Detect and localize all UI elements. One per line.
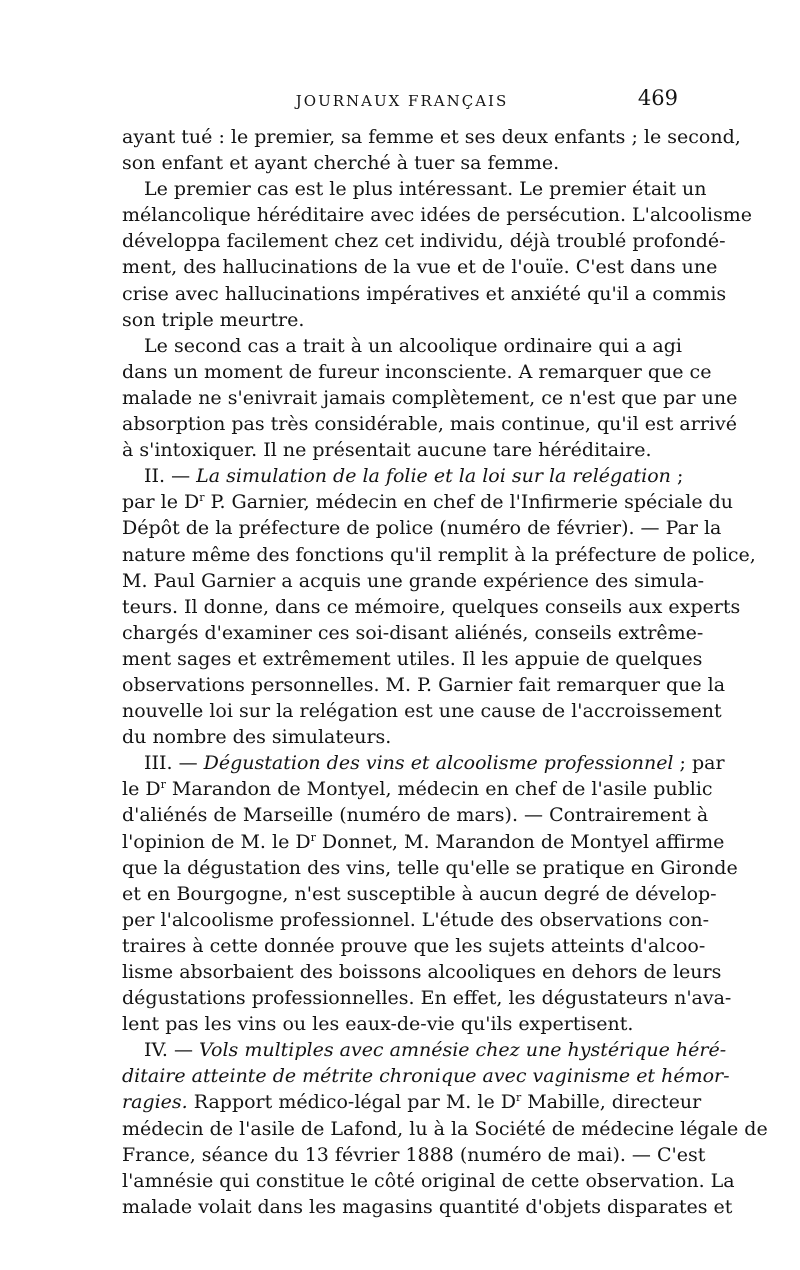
text-run: IV. —	[144, 1039, 200, 1062]
text-line: du nombre des simulateurs.	[122, 726, 392, 749]
superscript: r	[160, 778, 166, 792]
text-line: malade volait dans les magasins quantité d'objets disparates et	[122, 1195, 733, 1218]
text-run: l'opinion de M. le D	[122, 830, 311, 853]
text-line: médecin de l'asile de Lafond, lu à la Société de médecine légale de	[122, 1117, 768, 1140]
text-run: Rapport médico-légal par M. le D	[187, 1091, 516, 1114]
text-line: crise avec hallucinations impératives et anxiété qu'il a commis	[122, 282, 727, 305]
text-line: son triple meurtre.	[122, 308, 305, 331]
text-line: que la dégustation des vins, telle qu'elle se pratique en Gironde	[122, 856, 738, 879]
text-line: absorption pas très considérable, mais continue, qu'il est arrivé	[122, 413, 737, 436]
text-line: ayant tué : le premier, sa femme et ses deux enfants ; le second,	[122, 126, 741, 148]
text-line: traires à cette donnée prouve que les sujets atteints d'alcoo-	[122, 934, 706, 957]
text-line: son enfant et ayant cherché à tuer sa femme.	[122, 152, 560, 175]
italic-title: Vols multiples avec amnésie chez une hystérique héré-	[199, 1039, 727, 1062]
text-line: teurs. Il donne, dans ce mémoire, quelques conseils aux experts	[122, 595, 741, 618]
running-head	[122, 86, 682, 122]
text-run: II. —	[144, 465, 197, 488]
text-line	[122, 463, 682, 489]
superscript: r	[199, 491, 205, 505]
text-line: d'aliénés de Marseille (numéro de mars). — Contrairement à	[122, 804, 709, 827]
page-number: 469	[637, 86, 678, 110]
text-line: nature même des fonctions qu'il remplit à la préfecture de police,	[122, 543, 756, 566]
text-line: ment sages et extrêmement utiles. Il les appuie de quelques	[122, 647, 703, 670]
superscript: r	[310, 830, 316, 844]
text-line: Le second cas a trait à un alcoolique ordinaire qui a agi	[144, 334, 682, 357]
text-line: et en Bourgogne, n'est susceptible à aucun degré de dévelop-	[122, 882, 717, 905]
text-line: nouvelle loi sur la relégation est une cause de l'accroissement	[122, 700, 722, 723]
text-line: M. Paul Garnier a acquis une grande expérience des simula-	[122, 569, 705, 592]
text-line: mélancolique héréditaire avec idées de persécution. L'alcoolisme	[122, 204, 752, 227]
text-line: per l'alcoolisme professionnel. L'étude des observations con-	[122, 908, 710, 931]
italic-title: ditaire atteinte de métrite chronique avec vaginisme et hémor-	[122, 1065, 730, 1088]
text-line: développa facilement chez cet individu, déjà troublé profondé-	[122, 230, 726, 253]
italic-title: ragies.	[122, 1091, 188, 1114]
text-line: Le premier cas est le plus intéressant. Le premier était un	[144, 178, 707, 201]
text-line	[122, 750, 725, 776]
text-run: Donnet, M. Marandon de Montyel affirme	[315, 830, 725, 853]
text-run: III. —	[144, 752, 204, 775]
text-run: par le D	[122, 491, 200, 514]
text-line	[122, 776, 713, 802]
text-line	[122, 829, 725, 855]
text-line: dans un moment de fureur inconsciente. A remarquer que ce	[122, 360, 712, 383]
text-line	[122, 1037, 727, 1063]
superscript: r	[516, 1091, 522, 1105]
text-line: observations personnelles. M. P. Garnier fait remarquer que la	[122, 673, 726, 696]
running-title: JOURNAUX FRANÇAIS	[295, 92, 509, 110]
text-run: P. Garnier, médecin en chef de l'Infirmerie spéciale du	[204, 491, 734, 514]
text-line: France, séance du 13 février 1888 (numéro de mai). — C'est	[122, 1143, 706, 1166]
text-run: Marandon de Montyel, médecin en chef de l'asile public	[165, 778, 713, 801]
italic-title: Dégustation des vins et alcoolisme professionnel	[203, 752, 674, 775]
text-run: le D	[122, 778, 161, 801]
text-run: ;	[670, 465, 684, 488]
text-line: ment, des hallucinations de la vue et de l'ouïe. C'est dans une	[122, 256, 718, 279]
text-line: l'amnésie qui constitue le côté original de cette observation. La	[122, 1169, 735, 1192]
body-text	[122, 124, 768, 1220]
text-line: malade ne s'enivrait jamais complètement, ce n'est que par une	[122, 386, 738, 409]
text-line	[122, 489, 734, 515]
text-line: lisme absorbaient des boissons alcooliques en dehors de leurs	[122, 961, 722, 983]
italic-title: La simulation de la folie et la loi sur la relégation	[196, 465, 671, 488]
text-run: Mabille, directeur	[521, 1091, 702, 1114]
text-line: à s'intoxiquer. Il ne présentait aucune tare héréditaire.	[122, 439, 652, 462]
text-line: chargés d'examiner ces soi-disant aliénés, conseils extrême-	[122, 621, 704, 644]
text-line: dégustations professionnelles. En effet, les dégustateurs n'ava-	[122, 987, 732, 1010]
text-line	[122, 1089, 702, 1115]
text-line	[122, 1063, 730, 1089]
text-line: lent pas les vins ou les eaux-de-vie qu'ils expertisent.	[122, 1013, 634, 1036]
text-line: Dépôt de la préfecture de police (numéro de février). — Par la	[122, 517, 722, 540]
text-run: ; par	[673, 752, 725, 775]
